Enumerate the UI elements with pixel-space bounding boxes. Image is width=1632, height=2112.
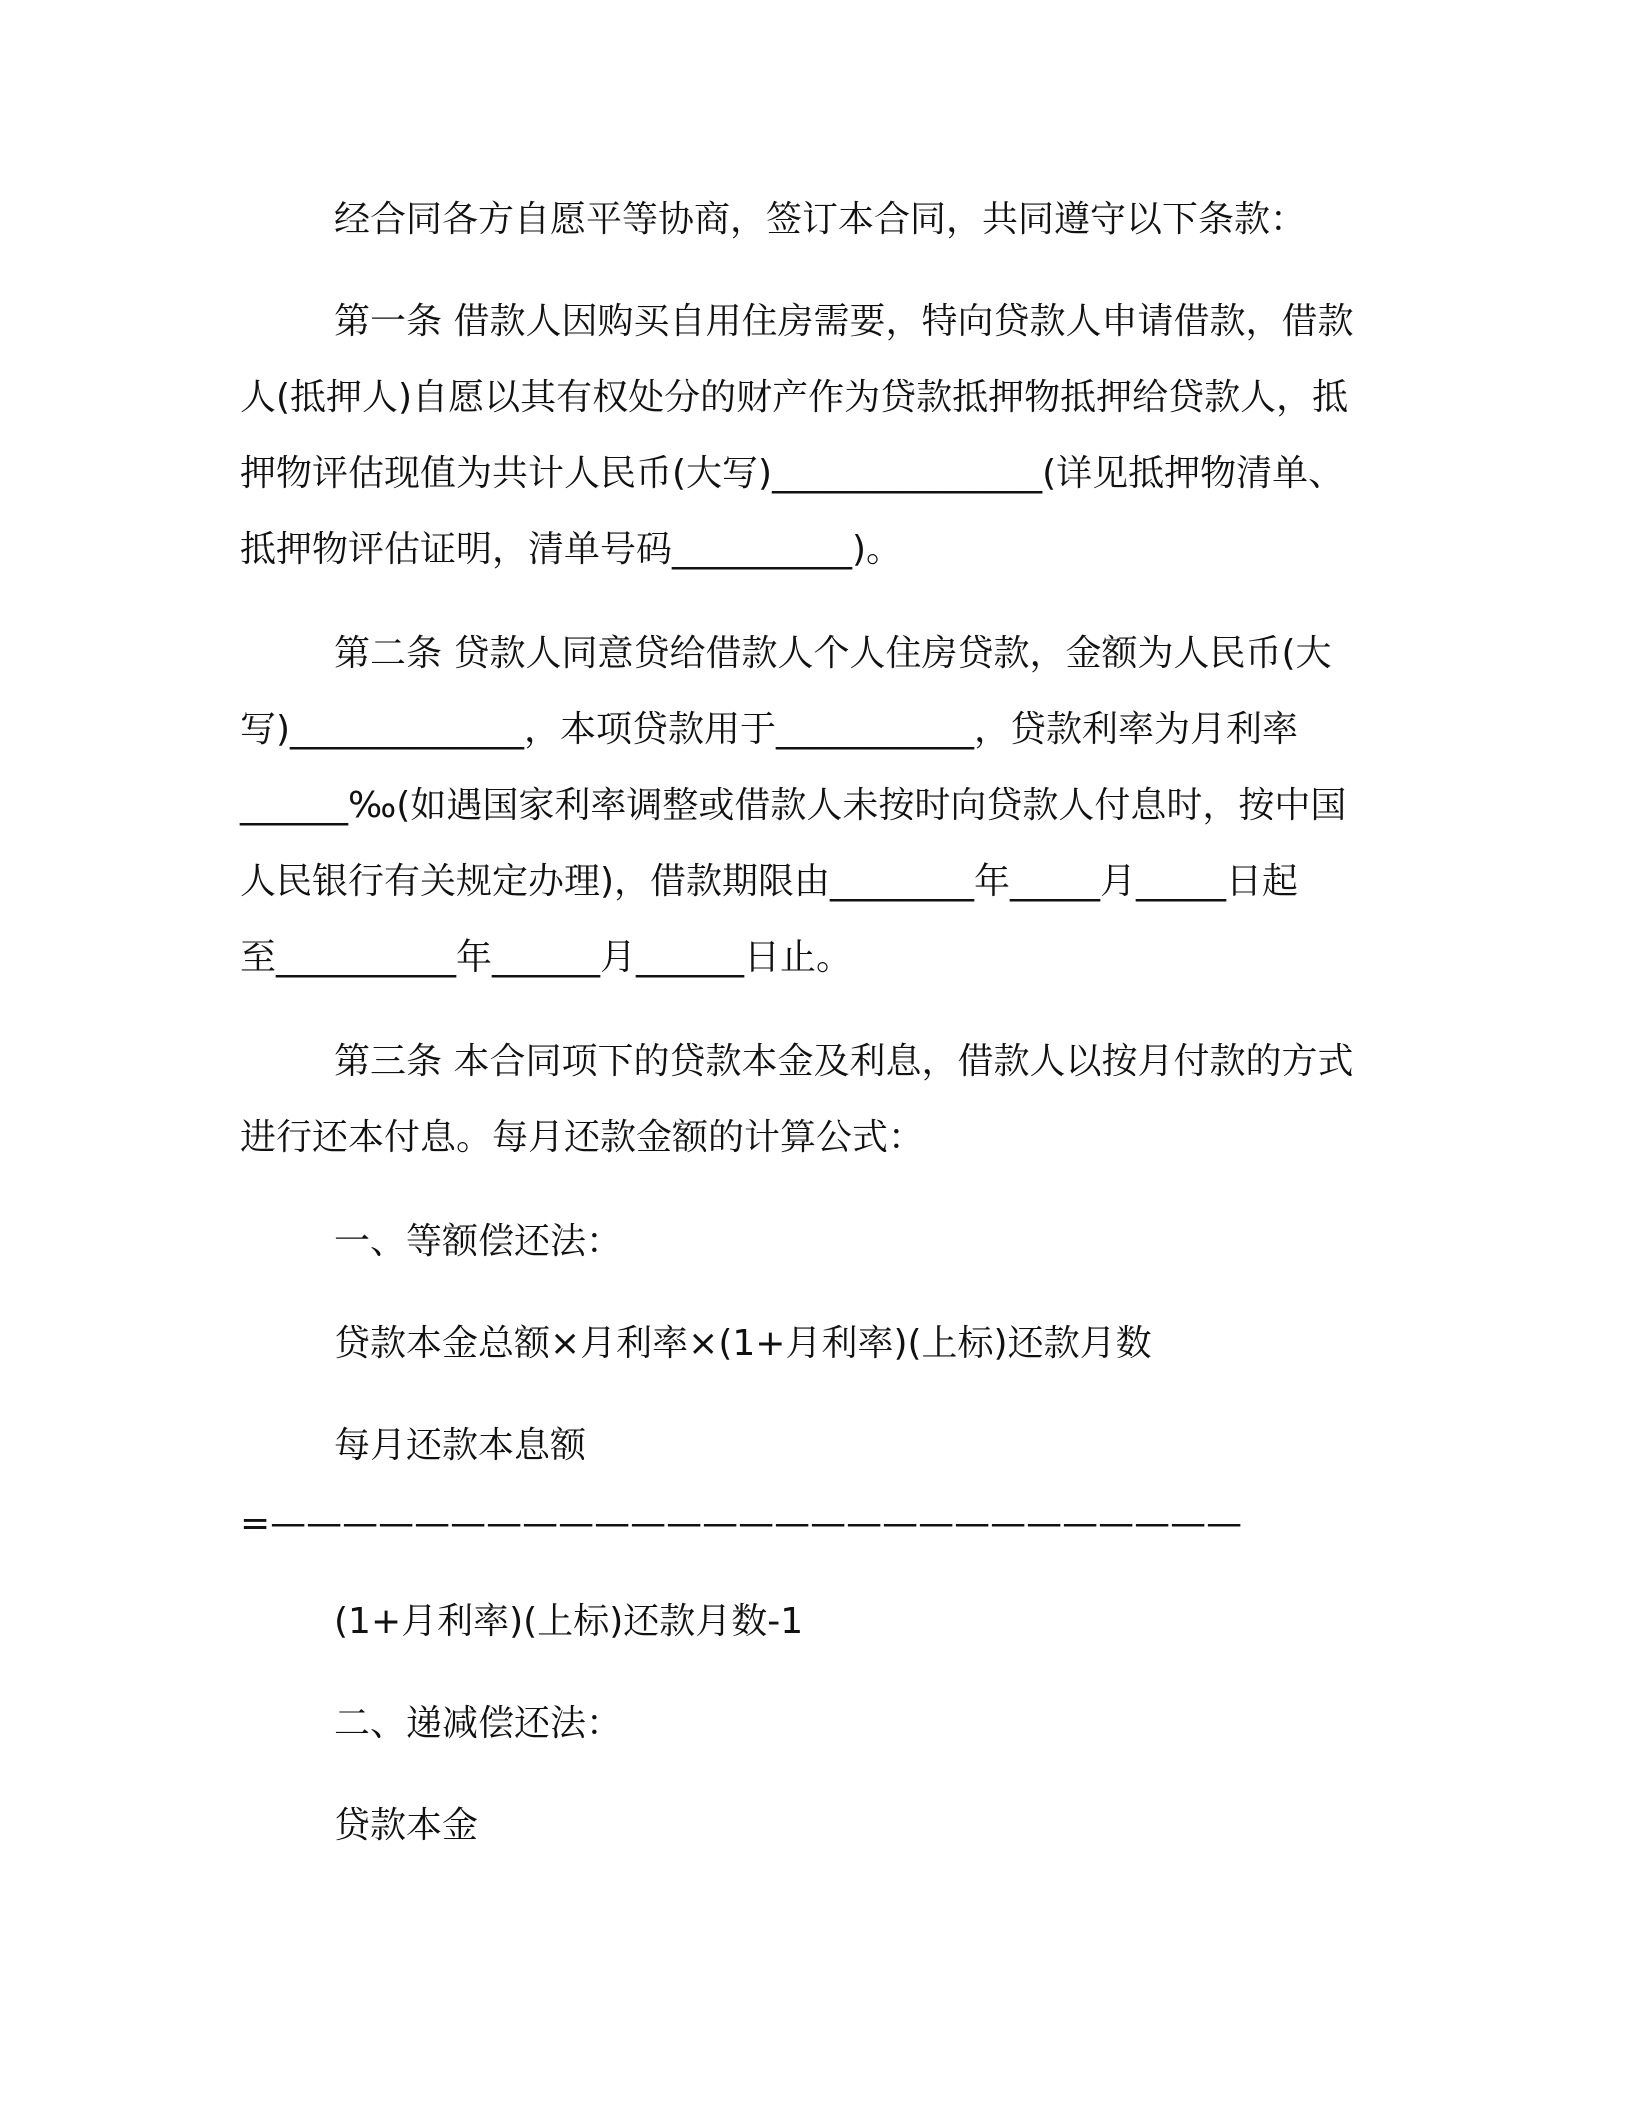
article-3-line-1: 第三条 本合同项下的贷款本金及利息，借款人以按月付款的方式 xyxy=(334,1041,1354,1082)
article-2-line-3: ______‰(如遇国家利率调整或借款人未按时向贷款人付息时，按中国 xyxy=(240,785,1347,826)
formula-fraction-bar: =——————————————————————————— xyxy=(240,1503,1243,1544)
method-2-heading: 二、递减偿还法： xyxy=(334,1703,623,1744)
article-1-line-3: 押物评估现值为共计人民币(大写)_______________(详见抵押物清单、 xyxy=(240,453,1345,494)
method-2-line-1: 贷款本金 xyxy=(334,1805,479,1846)
article-2-line-4: 人民银行有关规定办理)，借款期限由________年_____月_____日起 xyxy=(240,861,1299,902)
formula-label: 每月还款本息额 xyxy=(334,1425,587,1466)
intro-paragraph: 经合同各方自愿平等协商，签订本合同，共同遵守以下条款： xyxy=(334,199,1307,240)
article-2-line-1: 第二条 贷款人同意贷给借款人个人住房贷款，金额为人民币(大 xyxy=(334,633,1332,674)
article-2-line-5: 至__________年______月______日止。 xyxy=(240,937,853,978)
formula-denominator: (1+月利率)(上标)还款月数-1 xyxy=(334,1601,804,1642)
article-3-line-2: 进行还本付息。每月还款金额的计算公式： xyxy=(240,1117,925,1158)
article-2-line-2: 写)_____________，本项贷款用于___________，贷款利率为月利率 xyxy=(240,709,1299,750)
article-1-line-4: 抵押物评估证明，清单号码__________)。 xyxy=(240,529,903,570)
article-1-line-1: 第一条 借款人因购买自用住房需要，特向贷款人申请借款，借款 xyxy=(334,301,1354,342)
method-1-heading: 一、等额偿还法： xyxy=(334,1221,623,1262)
formula-numerator: 贷款本金总额×月利率×(1+月利率)(上标)还款月数 xyxy=(334,1323,1152,1364)
article-1-line-2: 人(抵押人)自愿以其有权处分的财产作为贷款抵押物抵押给贷款人，抵 xyxy=(240,377,1349,418)
